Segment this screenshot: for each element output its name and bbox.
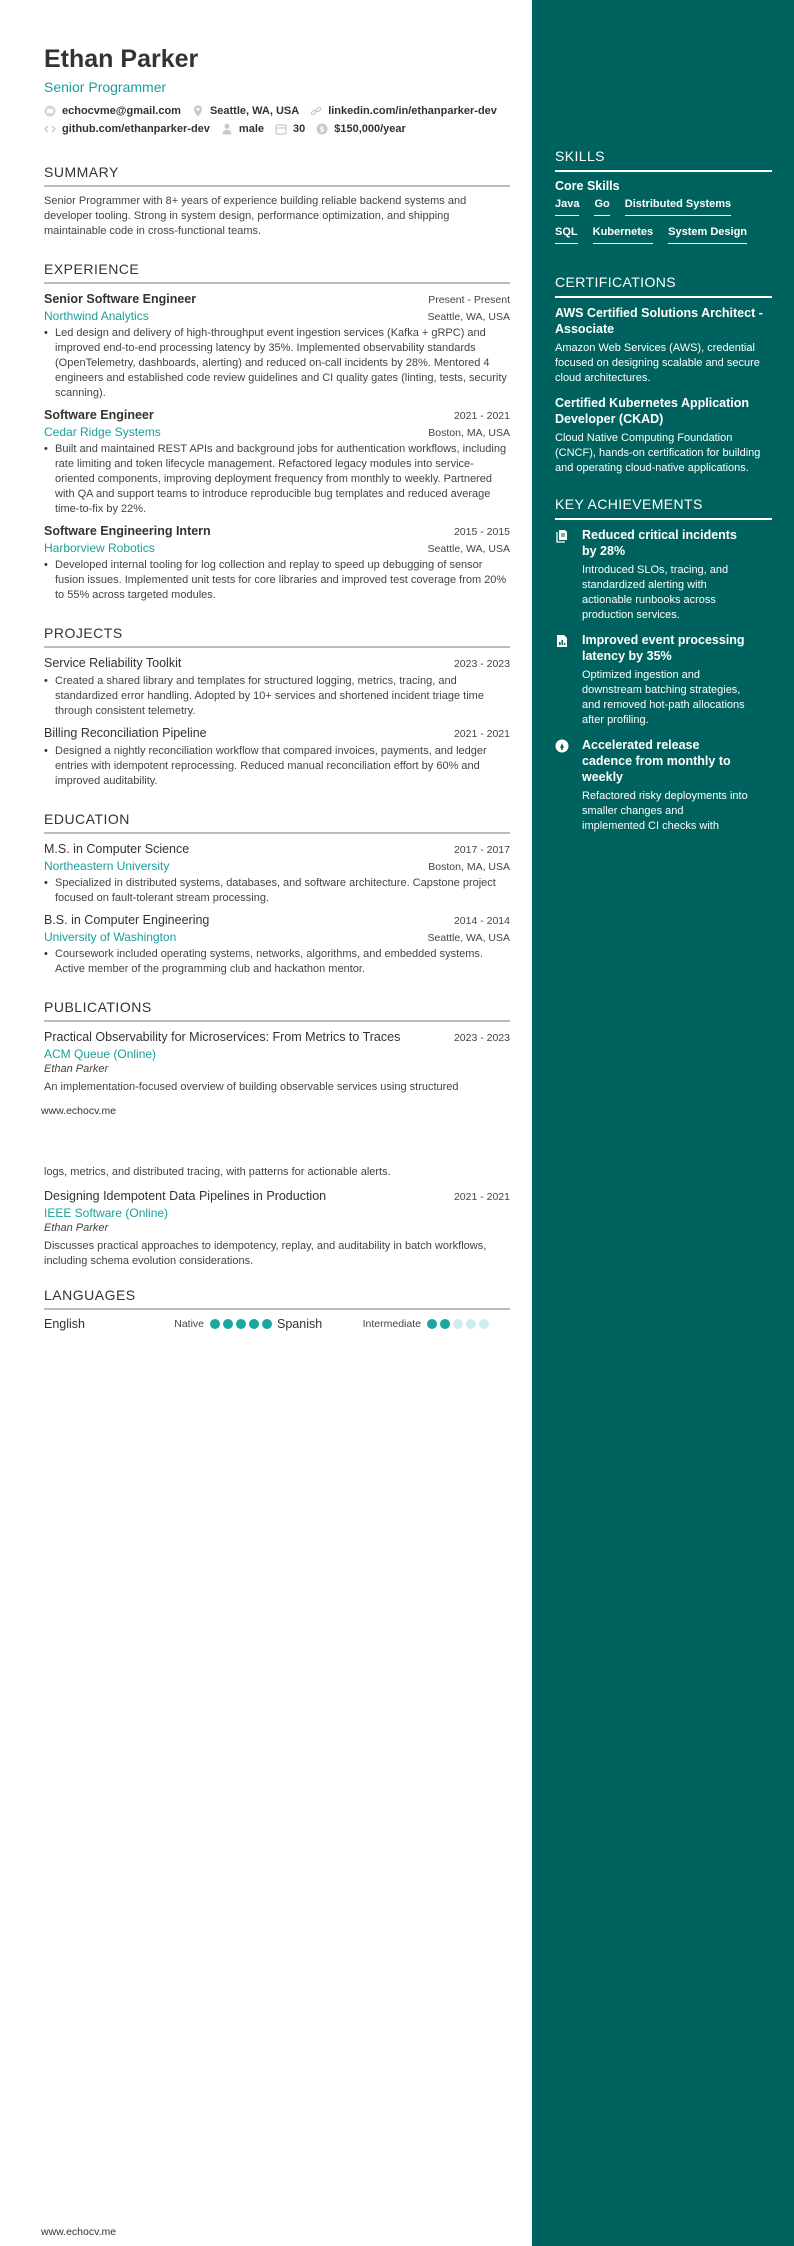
sidebar: [532, 0, 794, 2246]
achievement-item: [555, 527, 772, 623]
achievement-title: Reduced critical incidents by 28%: [582, 528, 737, 558]
experience-entry: [44, 523, 510, 603]
skill-tag: System Design: [668, 226, 747, 244]
education-date: 2014 - 2014: [453, 915, 510, 927]
project-date: 2021 - 2021: [453, 728, 510, 740]
contact-row-2: [44, 120, 510, 138]
experience-date: 2015 - 2015: [453, 526, 510, 538]
skills-section: [555, 148, 772, 254]
contact-github[interactable]: [44, 123, 210, 135]
experience-company: Northwind Analytics: [44, 309, 149, 323]
project-bullet: • Created a shared library and templates for structured logging, metrics, tracing, and standardized error handling. Adopted by 10+ services and shortened incident triage time through consistent telemetry.: [44, 674, 510, 719]
experience-date: Present - Present: [428, 294, 510, 306]
project-name: Service Reliability Toolkit: [44, 656, 182, 670]
experience-role: Software Engineer: [44, 408, 154, 422]
summary-text: Senior Programmer with 8+ years of experience building reliable backend systems and developer tooling. Strong in system design, performance optimization, and shipping maintainable code in cross-functional teams.: [44, 195, 467, 237]
achievement-item: [555, 737, 772, 834]
language-level: Intermediate: [362, 1318, 421, 1330]
rating-dot: [479, 1319, 489, 1329]
rocket-icon: [555, 739, 569, 753]
publication-description: Discusses practical approaches to idempotency, replay, and auditability in batch workflows, including schema evolution considerations.: [44, 1240, 487, 1267]
publication-description: An implementation-focused overview of building observable services using structured: [44, 1081, 459, 1093]
achievement-description: Refactored risky deployments into smaller changes and implemented CI checks with: [582, 790, 748, 832]
language-name: English: [44, 1317, 85, 1331]
education-degree: M.S. in Computer Science: [44, 842, 190, 856]
experience-role: Senior Software Engineer: [44, 292, 197, 306]
contact-age: [275, 123, 305, 135]
file-chart-icon: [555, 634, 569, 648]
resume-page-2: [44, 1165, 510, 1331]
experience-date: 2021 - 2021: [453, 410, 510, 422]
education-school: Northeastern University: [44, 859, 170, 873]
education-bullet: • Specialized in distributed systems, databases, and software architecture. Capstone project focused on fault-tolerant stream processing.: [44, 876, 510, 906]
rating-dot: [236, 1319, 246, 1329]
skills-list: [555, 198, 772, 254]
svg-text:$: $: [319, 124, 325, 134]
project-entry: [44, 725, 510, 789]
achievement-item: [555, 632, 772, 728]
skill-category: Core Skills: [555, 179, 620, 193]
contact-github-text: github.com/ethanparker-dev: [62, 123, 210, 135]
skill-tag: SQL: [555, 226, 578, 244]
certifications-heading: CERTIFICATIONS: [555, 274, 772, 298]
experience-entry: [44, 407, 510, 517]
achievements-section: [555, 496, 772, 832]
experience-bullet: • Built and maintained REST APIs and background jobs for authentication workflows, including rate limiting and token lifecycle management. Refactored legacy modules into service-oriented components, improving deployment frequency from monthly to weekly. Partnered with QA and support teams to introduce reproducible bug templates and reduced average time-to-fix by 22%.: [44, 442, 510, 517]
languages-heading: LANGUAGES: [44, 1287, 510, 1310]
footer-url[interactable]: www.echocv.me: [41, 1105, 117, 1117]
rating-dot: [453, 1319, 463, 1329]
contact-email[interactable]: [44, 105, 181, 117]
experience-role: Software Engineering Intern: [44, 524, 211, 538]
certifications-section: [555, 274, 772, 476]
contact-info: [44, 102, 510, 138]
certification-name: Certified Kubernetes Application Developer (CKAD): [555, 396, 750, 426]
language-level: Native: [174, 1318, 204, 1330]
contact-gender-text: male: [238, 123, 264, 135]
certification-description: Cloud Native Computing Foundation (CNCF), hands-on certification for building and operating cloud-native applications.: [555, 432, 761, 474]
language-rating: [210, 1319, 275, 1329]
certification-name: AWS Certified Solutions Architect - Associate: [555, 306, 763, 336]
experience-location: Seattle, WA, USA: [427, 311, 510, 323]
rating-dot: [249, 1319, 259, 1329]
job-title: Senior Programmer: [44, 79, 167, 95]
contact-location: [192, 105, 299, 117]
project-date: 2023 - 2023: [453, 658, 510, 670]
rating-dot: [210, 1319, 220, 1329]
contact-age-text: 30: [293, 123, 306, 135]
achievement-title: Accelerated release cadence from monthly to weekly: [582, 738, 731, 784]
experience-location: Boston, MA, USA: [428, 427, 510, 439]
achievement-description: Optimized ingestion and downstream batching strategies, and removed hot-path allocations after profiling.: [582, 669, 745, 726]
skill-tag: Go: [594, 198, 609, 216]
education-bullet: • Coursework included operating systems, networks, algorithms, and embedded systems. Active member of the programming club and hackathon mentor.: [44, 947, 510, 977]
publication-date: 2021 - 2021: [453, 1191, 510, 1203]
language-name: Spanish: [277, 1317, 323, 1331]
education-section: [44, 811, 510, 977]
location-icon: [192, 105, 204, 117]
project-bullet: • Designed a nightly reconciliation workflow that compared invoices, payments, and ledger entries with idempotent reprocessing. Reduced manual reconciliation effort by 60% and improved auditability.: [44, 744, 510, 789]
publication-title: Practical Observability for Microservices: From Metrics to Traces: [44, 1030, 401, 1044]
summary-heading: SUMMARY: [44, 164, 510, 187]
contact-linkedin[interactable]: [310, 105, 497, 117]
certification-description: Amazon Web Services (AWS), credential focused on designing scalable and secure cloud architectures.: [555, 342, 760, 384]
language-rating: [427, 1319, 492, 1329]
experience-bullet: • Developed internal tooling for log collection and replay to speed up debugging of sensor fusion issues. Implemented unit tests for core libraries and improved test coverage from 20% to 55% across targeted modules.: [44, 558, 510, 603]
experience-entry: [44, 291, 510, 401]
projects-heading: PROJECTS: [44, 625, 510, 648]
experience-section: [44, 261, 510, 603]
email-icon: [44, 105, 56, 117]
achievements-heading: KEY ACHIEVEMENTS: [555, 496, 772, 520]
publication-venue: IEEE Software (Online): [44, 1206, 169, 1220]
publication-author: Ethan Parker: [44, 1222, 109, 1234]
education-location: Seattle, WA, USA: [427, 932, 510, 944]
achievement-description: Introduced SLOs, tracing, and standardized alerting with actionable runbooks across production services.: [582, 564, 729, 621]
education-heading: EDUCATION: [44, 811, 510, 834]
experience-company: Cedar Ridge Systems: [44, 425, 161, 439]
language-item: [44, 1317, 277, 1331]
rating-dot: [223, 1319, 233, 1329]
publication-venue: ACM Queue (Online): [44, 1047, 157, 1061]
education-entry: [44, 841, 510, 906]
publications-heading: PUBLICATIONS: [44, 999, 510, 1022]
skill-tag: Java: [555, 198, 579, 216]
experience-location: Seattle, WA, USA: [427, 543, 510, 555]
code-icon: [44, 123, 56, 135]
language-item: [277, 1317, 510, 1331]
education-location: Boston, MA, USA: [428, 861, 510, 873]
candidate-name: Ethan Parker: [44, 45, 199, 73]
experience-company: Harborview Robotics: [44, 541, 155, 555]
skill-tag: Kubernetes: [593, 226, 654, 244]
person-icon: [221, 123, 233, 135]
education-degree: B.S. in Computer Engineering: [44, 913, 210, 927]
education-school: University of Washington: [44, 930, 177, 944]
contact-location-text: Seattle, WA, USA: [209, 105, 300, 117]
contact-gender: [221, 123, 264, 135]
languages-section: [44, 1287, 510, 1331]
languages-row: [44, 1317, 510, 1331]
contact-email-text: echocvme@gmail.com: [62, 105, 181, 117]
publication-author: Ethan Parker: [44, 1063, 109, 1075]
skill-tag: Distributed Systems: [625, 198, 731, 216]
publication-entry: [44, 1188, 510, 1269]
projects-section: [44, 625, 510, 789]
calendar-icon: [275, 123, 287, 135]
experience-heading: EXPERIENCE: [44, 261, 510, 284]
contact-salary: [316, 123, 406, 135]
footer-url[interactable]: www.echocv.me: [41, 2226, 117, 2238]
rating-dot: [262, 1319, 272, 1329]
project-entry: [44, 655, 510, 719]
rating-dot: [440, 1319, 450, 1329]
contact-salary-text: $150,000/year: [334, 123, 406, 135]
experience-bullet: • Led design and delivery of high-throughput event ingestion services (Kafka + gRPC) and improved end-to-end processing latency by 35%. Implemented observability standards (OpenTelemetry, dashboards, alerting) and reduced on-call incidents by 28%. Mentored 4 engineers and established code review guidelines and CI quality gates (linting, tests, security scanning).: [44, 326, 510, 401]
education-date: 2017 - 2017: [453, 844, 510, 856]
publication-date: 2023 - 2023: [453, 1032, 510, 1044]
document-icon: [555, 529, 569, 543]
education-entry: [44, 912, 510, 977]
link-icon: [310, 105, 322, 117]
money-icon: [316, 123, 328, 135]
publication-title: Designing Idempotent Data Pipelines in Production: [44, 1189, 327, 1203]
publication-entry: [44, 1029, 510, 1095]
rating-dot: [427, 1319, 437, 1329]
contact-linkedin-text: linkedin.com/in/ethanparker-dev: [328, 105, 497, 117]
resume-page-1: [44, 44, 510, 1101]
skills-heading: SKILLS: [555, 148, 772, 172]
contact-row-1: [44, 102, 510, 120]
sidebar-content: [555, 148, 772, 836]
achievement-title: Improved event processing latency by 35%: [582, 633, 745, 663]
project-name: Billing Reconciliation Pipeline: [44, 726, 207, 740]
publications-section: [44, 999, 510, 1095]
publication-description-continued: logs, metrics, and distributed tracing, with patterns for actionable alerts.: [44, 1166, 391, 1178]
summary-section: [44, 164, 510, 239]
rating-dot: [466, 1319, 476, 1329]
